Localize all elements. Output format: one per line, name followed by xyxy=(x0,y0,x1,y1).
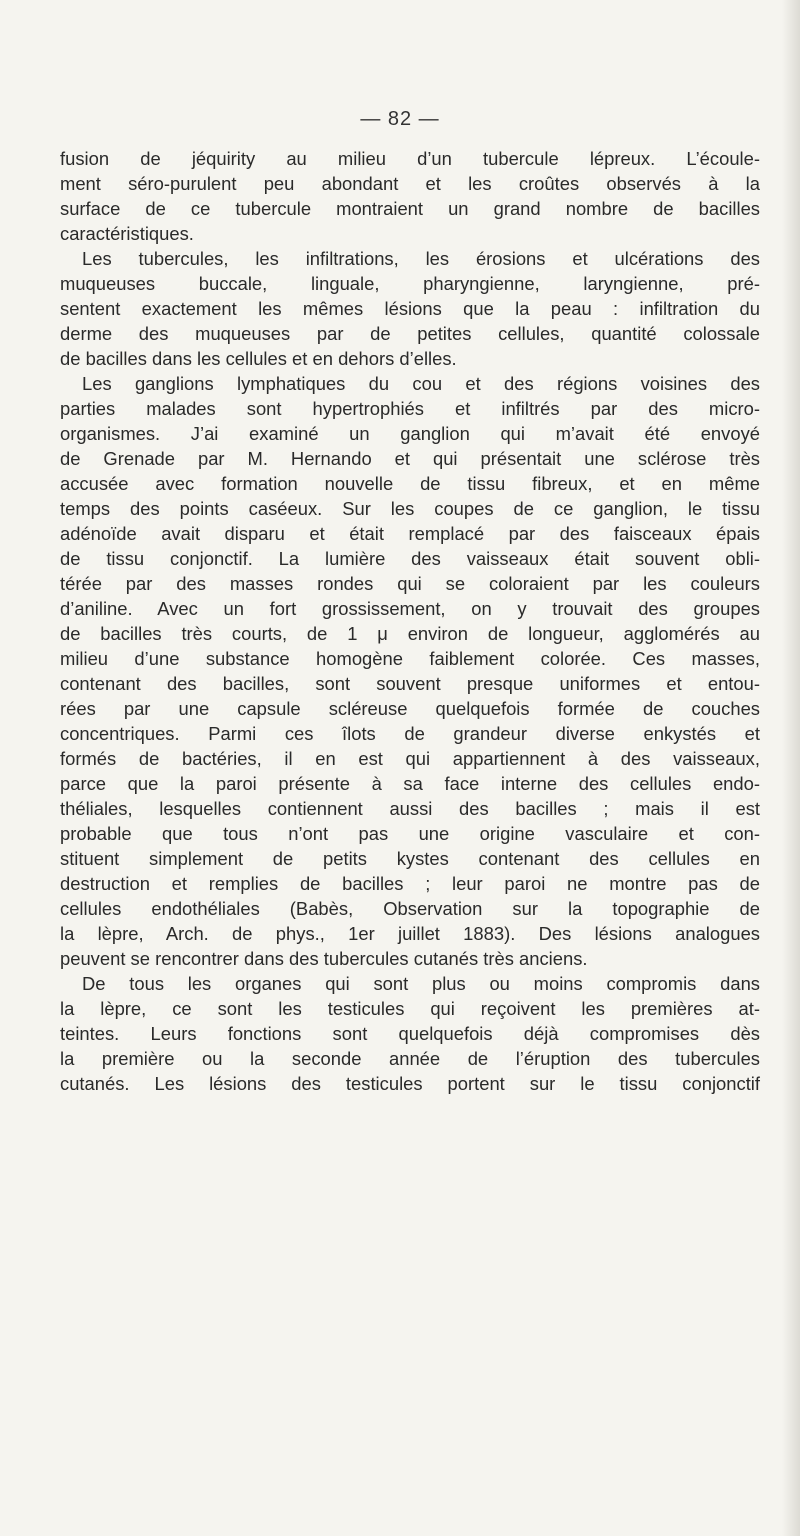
text-line: de Grenade par M. Hernando et qui présentait une sclérose très xyxy=(60,448,760,469)
text-line: organismes. J’ai examiné un ganglion qui m’avait été envoyé xyxy=(60,423,760,444)
text-line: stituent simplement de petits kystes contenant des cellules en xyxy=(60,848,760,869)
body-text xyxy=(60,146,760,1096)
page-number: — 82 — xyxy=(360,108,440,130)
text-line: De tous les organes qui sont plus ou moins compromis dans xyxy=(82,973,760,994)
text-line: adénoïde avait disparu et était remplacé par des faisceaux épais xyxy=(60,523,760,544)
text-line: parties malades sont hypertrophiés et infiltrés par des micro- xyxy=(60,398,760,419)
text-line: térée par des masses rondes qui se coloraient par les couleurs xyxy=(60,573,760,594)
text-line: de tissu conjonctif. La lumière des vaisseaux était souvent obli- xyxy=(60,548,760,569)
page-edge-shadow xyxy=(782,0,800,1536)
text-line: peuvent se rencontrer dans des tubercules cutanés très anciens. xyxy=(60,948,588,969)
text-line: cellules endothéliales (Babès, Observation sur la topographie de xyxy=(60,898,760,919)
text-line: de bacilles dans les cellules et en dehors d’elles. xyxy=(60,348,457,369)
text-line: la première ou la seconde année de l’éruption des tubercules xyxy=(60,1048,760,1069)
text-line: surface de ce tubercule montraient un grand nombre de bacilles xyxy=(60,198,760,219)
text-line: accusée avec formation nouvelle de tissu fibreux, et en même xyxy=(60,473,760,494)
text-line: la lèpre, ce sont les testicules qui reçoivent les premières at- xyxy=(60,998,760,1019)
text-line: sentent exactement les mêmes lésions que la peau : infiltration du xyxy=(60,298,760,319)
text-line: rées par une capsule scléreuse quelquefois formée de couches xyxy=(60,698,760,719)
text-line: teintes. Leurs fonctions sont quelquefois déjà compromises dès xyxy=(60,1023,760,1044)
text-line: probable que tous n’ont pas une origine vasculaire et con- xyxy=(60,823,760,844)
text-line: de bacilles très courts, de 1 μ environ de longueur, agglomérés au xyxy=(60,623,760,644)
text-line: la lèpre, Arch. de phys., 1er juillet 1883). Des lésions analogues xyxy=(60,923,760,944)
text-line: Les tubercules, les infiltrations, les érosions et ulcérations des xyxy=(82,248,760,269)
text-line: cutanés. Les lésions des testicules portent sur le tissu conjonctif xyxy=(60,1073,760,1094)
text-line: milieu d’une substance homogène faiblement colorée. Ces masses, xyxy=(60,648,760,669)
text-line: caractéristiques. xyxy=(60,223,194,244)
text-line: contenant des bacilles, sont souvent presque uniformes et entou- xyxy=(60,673,760,694)
text-line: derme des muqueuses par de petites cellules, quantité colossale xyxy=(60,323,760,344)
text-line: parce que la paroi présente à sa face interne des cellules endo- xyxy=(60,773,760,794)
text-line: théliales, lesquelles contiennent aussi des bacilles ; mais il est xyxy=(60,798,760,819)
text-line: destruction et remplies de bacilles ; leur paroi ne montre pas de xyxy=(60,873,760,894)
text-line: concentriques. Parmi ces îlots de grandeur diverse enkystés et xyxy=(60,723,760,744)
text-line: fusion de jéquirity au milieu d’un tubercule lépreux. L’écoule- xyxy=(60,148,760,169)
text-line: ment séro-purulent peu abondant et les croûtes observés à la xyxy=(60,173,760,194)
text-line: formés de bactéries, il en est qui appartiennent à des vaisseaux, xyxy=(60,748,760,769)
text-line: muqueuses buccale, linguale, pharyngienne, laryngienne, pré- xyxy=(60,273,760,294)
text-line: d’aniline. Avec un fort grossissement, on y trouvait des groupes xyxy=(60,598,760,619)
text-line: Les ganglions lymphatiques du cou et des régions voisines des xyxy=(82,373,760,394)
text-line: temps des points caséeux. Sur les coupes de ce ganglion, le tissu xyxy=(60,498,760,519)
